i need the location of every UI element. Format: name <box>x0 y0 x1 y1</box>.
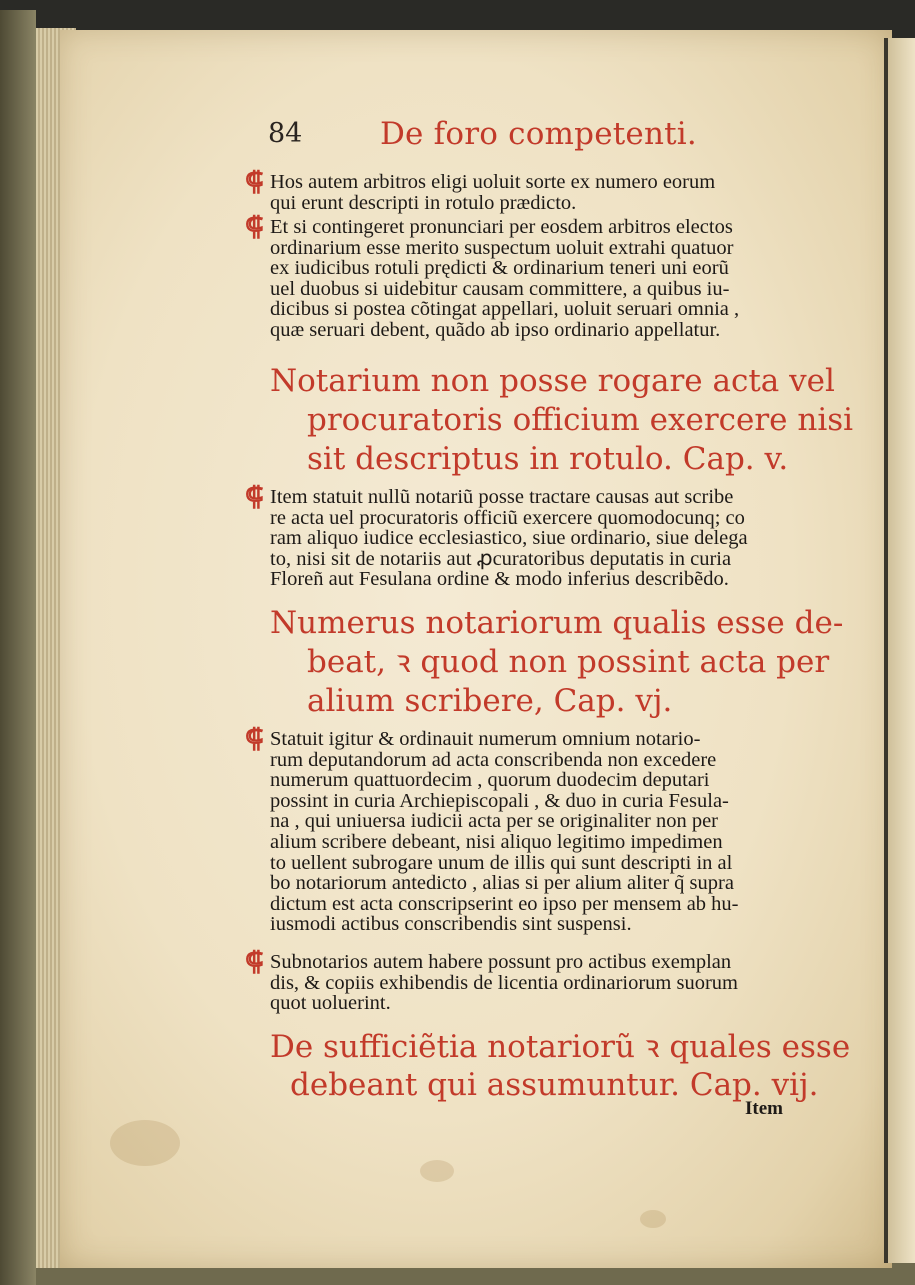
rubric-line: sit descriptus in rotulo. Cap. v. <box>307 441 789 477</box>
paragraph <box>245 482 748 591</box>
text-line: ram aliquo iudice ecclesiastico, siue ordinario, siue delega <box>270 527 748 550</box>
rubric-line: alium scribere, Cap. vj. <box>307 683 673 719</box>
running-head-title: De foro competenti. <box>380 116 697 152</box>
text-line: na , qui uniuersa iudicii acta per se originaliter non per <box>270 810 718 833</box>
paragraph <box>245 212 740 341</box>
text-line: dis, & copiis exhibendis de licentia ordinariorum suorum <box>270 971 738 994</box>
foxing-stain <box>640 1210 666 1228</box>
pilcrow-icon: ⸿ <box>245 482 264 511</box>
text-line: rum deputandorum ad acta conscribenda non excedere <box>270 748 717 771</box>
foxing-stain <box>110 1120 180 1166</box>
text-line: Subnotarios autem habere possunt pro actibus exemplan <box>270 951 732 973</box>
running-head <box>268 114 728 162</box>
text-line: uel duobus si uidebitur causam committere, a quibus iu- <box>270 277 730 300</box>
text-line: quæ seruari debent, quãdo ab ipso ordinario appellatur. <box>270 318 721 341</box>
text-line: possint in curia Archiepiscopali , & duo in curia Fesula- <box>270 789 729 812</box>
rubric-line: Numerus notariorum qualis esse de- <box>270 605 844 641</box>
page-number: 84 <box>268 118 303 149</box>
pilcrow-icon: ⸿ <box>245 167 264 196</box>
text-line: Statuit igitur & ordinauit numerum omnium notario- <box>270 728 701 750</box>
text-line: Hos autem arbitros eligi uoluit sorte ex numero eorum <box>270 171 716 193</box>
rubric-line: De sufficiẽtia notariorũ ꝛ quales esse <box>270 1029 851 1065</box>
pilcrow-icon: ⸿ <box>245 212 264 241</box>
rubric-line: procuratoris officium exercere nisi <box>307 402 854 438</box>
text-line: quot uoluerint. <box>270 992 391 1015</box>
text-line: qui erunt descripti in rotulo prædicto. <box>270 191 577 214</box>
paragraph <box>245 724 739 936</box>
pilcrow-icon: ⸿ <box>245 947 264 976</box>
text-line: re acta uel procuratoris officiũ exercere quomodocunq; co <box>270 506 745 529</box>
text-line: Floreñ aut Fesulana ordine & modo inferius describẽdo. <box>270 568 729 591</box>
text-line: ordinarium esse merito suspectum uoluit extrahi quatuor <box>270 236 734 259</box>
text-line: numerum quattuordecim , quorum duodecim deputari <box>270 769 710 792</box>
paragraph <box>245 167 716 214</box>
pilcrow-icon: ⸿ <box>245 724 264 753</box>
catchword: Item <box>745 1098 783 1119</box>
paragraph <box>245 947 738 1015</box>
text-line: iusmodi actibus conscribendis sint suspensi. <box>270 913 632 936</box>
foxing-stain <box>420 1160 454 1182</box>
rubric-line: debeant qui assumuntur. Cap. vij. <box>290 1067 819 1103</box>
text-line: alium scribere debeant, nisi aliquo legitimo impedimen <box>270 830 723 853</box>
text-line: ex iudicibus rotuli prędicti & ordinarium teneri uni eorũ <box>270 257 729 280</box>
text-line: bo notariorum antedicto , alias si per alium aliter q̃ supra <box>270 872 734 895</box>
text-line: to, nisi sit de notariis aut ꝓcuratoribus deputatis in curia <box>270 547 732 570</box>
text-line: Item statuit nullũ notariũ posse tractare causas aut scribe <box>270 486 734 508</box>
text-line: dicibus si postea cõtingat appellari, uoluit seruari omnia , <box>270 298 740 321</box>
text-line: Et si contingeret pronunciari per eosdem arbitros electos <box>270 216 733 238</box>
text-line: to uellent subrogare unum de illis qui sunt descripti in al <box>270 851 733 874</box>
rubric-line: beat, ꝛ quod non possint acta per <box>307 644 830 680</box>
facing-page-sliver <box>888 38 915 1263</box>
book-cover-edge <box>0 10 36 1285</box>
rubric-line: Notarium non posse rogare acta vel <box>270 363 835 399</box>
text-line: dictum est acta conscripserint eo ipso per mensem ab hu- <box>270 892 739 915</box>
